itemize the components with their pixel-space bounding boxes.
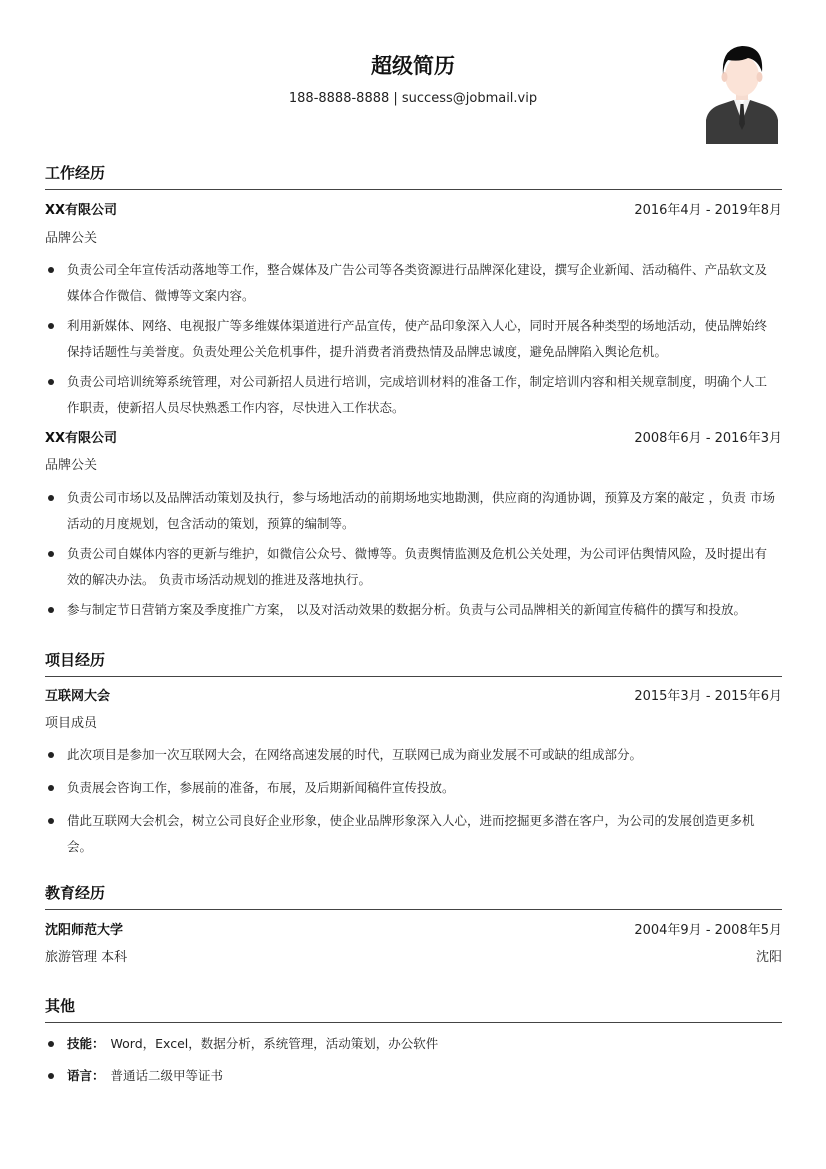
section-title-projects: 项目经历: [45, 650, 782, 677]
list-item: 负责公司培训统筹系统管理，对公司新招人员进行培训，完成培训材料的准备工作，制定培训内容和相关规章制度，明确个人工作职责，使新招人员尽快熟悉工作内容，尽快进入工作状态。: [67, 369, 777, 421]
list-item: 负责公司市场以及品牌活动策划及执行，参与场地活动的前期场地实地勘测，供应商的沟通协调，预算及方案的敲定 ，负责 市场活动的月度规划，包含活动的策划，预算的编制等。: [67, 485, 777, 537]
education-header: [45, 921, 782, 941]
avatar: [704, 42, 780, 144]
list-item: 参与制定节日营销方案及季度推广方案， 以及对活动效果的数据分析。负责与公司品牌相关的新闻宣传稿件的撰写和投放。: [67, 597, 777, 623]
company-name: XX有限公司: [45, 431, 118, 446]
list-item-language: [67, 1063, 777, 1089]
language-label: 语言：: [67, 1068, 105, 1083]
list-item: 此次项目是参加一次互联网大会，在网络高速发展的时代，互联网已成为商业发展不可或缺的组成部分。: [67, 742, 777, 768]
skills-label: 技能：: [67, 1036, 105, 1051]
education-location: 沈阳: [755, 950, 782, 965]
job-dates: 2008年6月 - 2016年3月: [634, 431, 782, 446]
project-dates: 2015年3月 - 2015年6月: [634, 689, 782, 704]
section-title-other: 其他: [45, 996, 782, 1023]
education-dates: 2004年9月 - 2008年5月: [634, 923, 782, 938]
school-name: 沈阳师范大学: [45, 923, 124, 938]
list-item: 负责公司全年宣传活动落地等工作，整合媒体及广告公司等各类资源进行品牌深化建设，撰写企业新闻、活动稿件、产品软文及媒体合作微信、微博等文案内容。: [67, 257, 777, 309]
project-name: 互联网大会: [45, 689, 111, 704]
job-dates: 2016年4月 - 2019年8月: [634, 203, 782, 218]
list-item: 负责展会咨询工作，参展前的准备，布展，及后期新闻稿件宣传投放。: [67, 775, 777, 801]
job-role: [45, 456, 782, 476]
job-role-text: 品牌公关: [45, 458, 98, 473]
education-detail: [45, 948, 782, 968]
resume-name: 超级简历: [371, 54, 455, 78]
education-major: 旅游管理 本科: [45, 950, 128, 965]
skills-value: Word，Excel，数据分析，系统管理，活动策划，办公软件: [110, 1036, 439, 1051]
job-role-text: 品牌公关: [45, 231, 98, 246]
list-item-skills: [67, 1031, 777, 1057]
project-header: [45, 687, 782, 707]
language-value: 普通话二级甲等证书: [110, 1068, 224, 1083]
section-title-work: 工作经历: [45, 163, 782, 190]
project-role-text: 项目成员: [45, 716, 98, 731]
job-role: [45, 229, 782, 249]
list-item: 负责公司自媒体内容的更新与维护，如微信公众号、微博等。负责舆情监测及危机公关处理，为公司评估舆情风险，及时提出有效的解决办法。 负责市场活动规划的推进及落地执行。: [67, 541, 777, 593]
list-item: 借此互联网大会机会，树立公司良好企业形象，使企业品牌形象深入人心，进而挖掘更多潜在客户，为公司的发展创造更多机会。: [67, 808, 777, 860]
contact-info: 188-8888-8888 | success@jobmail.vip: [288, 91, 538, 106]
company-name: XX有限公司: [45, 203, 118, 218]
job-header: [45, 429, 782, 449]
section-title-education: 教育经历: [45, 883, 782, 910]
list-item: 利用新媒体、网络、电视报广等多维媒体渠道进行产品宣传，使产品印象深入人心，同时开展各种类型的场地活动，使品牌始终保持话题性与美誉度。负责处理公关危机事件，提升消费者消费热情及品牌忠诚度，避免品牌陷入舆论危机。: [67, 313, 777, 365]
job-header: [45, 201, 782, 221]
project-role: [45, 714, 782, 734]
